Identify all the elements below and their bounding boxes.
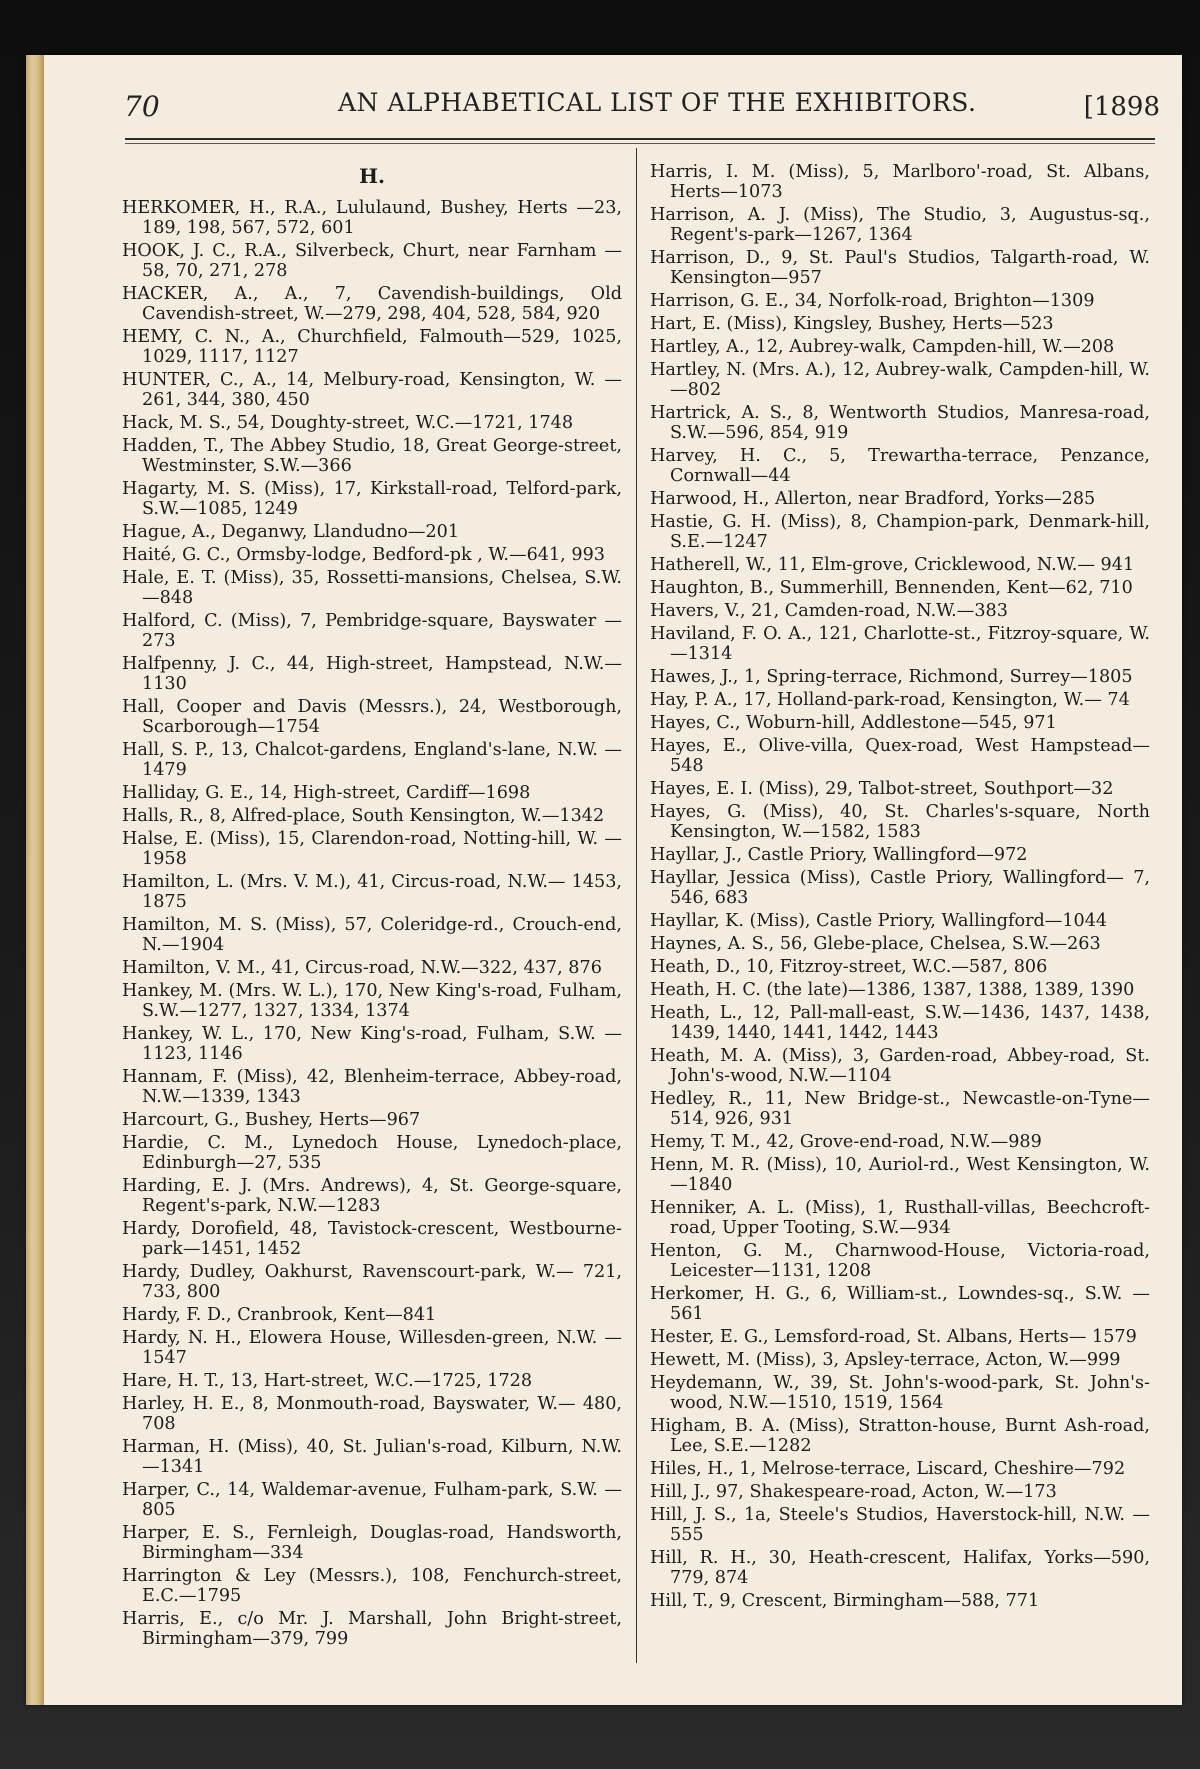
exhibitor-entry: Harley, H. E., 8, Monmouth-road, Bayswater, W.— 480, 708: [122, 1394, 622, 1434]
exhibitor-entry: Hayllar, K. (Miss), Castle Priory, Wallingford—1044: [650, 911, 1108, 931]
page-header: [120, 88, 1160, 128]
exhibitor-entry: Heydemann, W., 39, St. John's-wood-park, St. John's-wood, N.W.—1510, 1519, 1564: [650, 1373, 1150, 1413]
exhibitor-entry: Hedley, R., 11, New Bridge-st., Newcastle-on-Tyne— 514, 926, 931: [650, 1089, 1150, 1129]
page-edge: [26, 55, 44, 1705]
exhibitor-entry: Hayllar, Jessica (Miss), Castle Priory, Wallingford— 7, 546, 683: [650, 868, 1150, 908]
exhibitor-entry: Harding, E. J. (Mrs. Andrews), 4, St. George-square, Regent's-park, N.W.—1283: [122, 1176, 622, 1216]
exhibitor-entry: Harris, I. M. (Miss), 5, Marlboro'-road, St. Albans, Herts—1073: [650, 162, 1150, 202]
exhibitor-entry: Haughton, B., Summerhill, Bennenden, Kent—62, 710: [650, 578, 1133, 598]
exhibitor-entry: Harrison, A. J. (Miss), The Studio, 3, Augustus-sq., Regent's-park—1267, 1364: [650, 205, 1150, 245]
exhibitor-entry: Hare, H. T., 13, Hart-street, W.C.—1725, 1728: [122, 1371, 533, 1391]
exhibitor-entry: Haité, G. C., Ormsby-lodge, Bedford-pk , W.—641, 993: [122, 545, 605, 565]
exhibitor-entry: Harcourt, G., Bushey, Herts—967: [122, 1110, 421, 1130]
exhibitor-entry: Hall, S. P., 13, Chalcot-gardens, England's-lane, N.W. —1479: [122, 740, 622, 780]
left-column: [122, 162, 622, 1652]
exhibitor-entry: Hartley, N. (Mrs. A.), 12, Aubrey-walk, Campden-hill, W.—802: [650, 360, 1150, 400]
running-title: AN ALPHABETICAL LIST OF THE EXHIBITORS.: [338, 88, 977, 117]
exhibitor-entry: Halfpenny, J. C., 44, High-street, Hampstead, N.W.— 1130: [122, 654, 622, 694]
exhibitor-entry: Hayllar, J., Castle Priory, Wallingford—972: [650, 845, 1028, 865]
exhibitor-entry: Hardy, N. H., Elowera House, Willesden-green, N.W. —1547: [122, 1328, 622, 1368]
exhibitor-entry: Henn, M. R. (Miss), 10, Auriol-rd., West Kensington, W.—1840: [650, 1155, 1150, 1195]
exhibitor-entry: Harris, E., c/o Mr. J. Marshall, John Bright-street, Birmingham—379, 799: [122, 1609, 622, 1649]
exhibitor-entry: Hagarty, M. S. (Miss), 17, Kirkstall-road, Telford-park, S.W.—1085, 1249: [122, 479, 622, 519]
exhibitor-entry: Hardy, Dudley, Oakhurst, Ravenscourt-park, W.— 721, 733, 800: [122, 1262, 622, 1302]
exhibitor-entry: Hayes, G. (Miss), 40, St. Charles's-square, North Kensington, W.—1582, 1583: [650, 802, 1150, 842]
exhibitor-entry: Haynes, A. S., 56, Glebe-place, Chelsea, S.W.—263: [650, 934, 1101, 954]
exhibitor-entry: HACKER, A., A., 7, Cavendish-buildings, Old Cavendish-street, W.—279, 298, 404, 528, 584, 920: [122, 284, 622, 324]
exhibitor-entry: HUNTER, C., A., 14, Melbury-road, Kensington, W. —261, 344, 380, 450: [122, 370, 622, 410]
exhibitor-entry: Havers, V., 21, Camden-road, N.W.—383: [650, 601, 1008, 621]
exhibitor-entry: Hawes, J., 1, Spring-terrace, Richmond, Surrey—1805: [650, 667, 1133, 687]
exhibitor-entry: Halls, R., 8, Alfred-place, South Kensington, W.—1342: [122, 806, 605, 826]
exhibitor-entry: Hartrick, A. S., 8, Wentworth Studios, Manresa-road, S.W.—596, 854, 919: [650, 403, 1150, 443]
exhibitor-entry: Hannam, F. (Miss), 42, Blenheim-terrace, Abbey-road, N.W.—1339, 1343: [122, 1067, 622, 1107]
exhibitor-entry: Hill, J. S., 1a, Steele's Studios, Haverstock-hill, N.W. —555: [650, 1505, 1150, 1545]
exhibitor-entry: Hale, E. T. (Miss), 35, Rossetti-mansions, Chelsea, S.W.—848: [122, 568, 622, 608]
exhibitor-entry: Harwood, H., Allerton, near Bradford, Yorks—285: [650, 489, 1096, 509]
exhibitor-entry: Hankey, W. L., 170, New King's-road, Fulham, S.W. —1123, 1146: [122, 1024, 622, 1064]
exhibitor-entry: Harrison, G. E., 34, Norfolk-road, Brighton—1309: [650, 291, 1095, 311]
header-rule: [125, 138, 1155, 140]
exhibitor-entry: Hardie, C. M., Lynedoch House, Lynedoch-place, Edinburgh—27, 535: [122, 1133, 622, 1173]
exhibitor-entry: Hack, M. S., 54, Doughty-street, W.C.—1721, 1748: [122, 413, 574, 433]
exhibitor-entry: Hester, E. G., Lemsford-road, St. Albans, Herts— 1579: [650, 1327, 1137, 1347]
exhibitor-entry: Heath, L., 12, Pall-mall-east, S.W.—1436, 1437, 1438, 1439, 1440, 1441, 1442, 1443: [650, 1003, 1150, 1043]
exhibitor-entry: Harman, H. (Miss), 40, St. Julian's-road, Kilburn, N.W.—1341: [122, 1437, 622, 1477]
exhibitor-entry: Halliday, G. E., 14, High-street, Cardiff—1698: [122, 783, 531, 803]
exhibitor-entry: Heath, D., 10, Fitzroy-street, W.C.—587, 806: [650, 957, 1048, 977]
exhibitor-entry: Hall, Cooper and Davis (Messrs.), 24, Westborough, Scarborough—1754: [122, 697, 622, 737]
exhibitor-entry: Hayes, E., Olive-villa, Quex-road, West Hampstead— 548: [650, 736, 1150, 776]
exhibitor-entry: Hankey, M. (Mrs. W. L.), 170, New King's-road, Fulham, S.W.—1277, 1327, 1334, 1374: [122, 981, 622, 1021]
exhibitor-entry: Hamilton, L. (Mrs. V. M.), 41, Circus-road, N.W.— 1453, 1875: [122, 872, 622, 912]
exhibitor-entry: Halford, C. (Miss), 7, Pembridge-square, Bayswater —273: [122, 611, 622, 651]
exhibitor-entry: Herkomer, H. G., 6, William-st., Lowndes-sq., S.W. —561: [650, 1284, 1150, 1324]
exhibitor-entry: Harrington & Ley (Messrs.), 108, Fenchurch-street, E.C.—1795: [122, 1566, 622, 1606]
exhibitor-entry: Halse, E. (Miss), 15, Clarendon-road, Notting-hill, W. —1958: [122, 829, 622, 869]
column-divider: [636, 148, 637, 1663]
exhibitor-entry: Harper, C., 14, Waldemar-avenue, Fulham-park, S.W. —805: [122, 1480, 622, 1520]
exhibitor-entry: Hemy, T. M., 42, Grove-end-road, N.W.—989: [650, 1132, 1042, 1152]
exhibitor-entry: HEMY, C. N., A., Churchfield, Falmouth—529, 1025, 1029, 1117, 1127: [122, 327, 622, 367]
exhibitor-entry: Hastie, G. H. (Miss), 8, Champion-park, Denmark-hill, S.E.—1247: [650, 512, 1150, 552]
exhibitor-entry: Henniker, A. L. (Miss), 1, Rusthall-villas, Beechcroft-road, Upper Tooting, S.W.—934: [650, 1198, 1150, 1238]
exhibitor-entry: Higham, B. A. (Miss), Stratton-house, Burnt Ash-road, Lee, S.E.—1282: [650, 1416, 1150, 1456]
exhibitor-entry: Hague, A., Deganwy, Llandudno—201: [122, 522, 460, 542]
exhibitor-entry: Hayes, E. I. (Miss), 29, Talbot-street, Southport—32: [650, 779, 1114, 799]
year-label: [1898: [1083, 92, 1160, 122]
exhibitor-entry: Harvey, H. C., 5, Trewartha-terrace, Penzance, Cornwall—44: [650, 446, 1150, 486]
exhibitor-entry: Heath, M. A. (Miss), 3, Garden-road, Abbey-road, St. John's-wood, N.W.—1104: [650, 1046, 1150, 1086]
header-rule-thin: [125, 143, 1155, 144]
page-number: 70: [124, 90, 160, 123]
exhibitor-entry: Hewett, M. (Miss), 3, Apsley-terrace, Acton, W.—999: [650, 1350, 1121, 1370]
exhibitor-entry: Hardy, F. D., Cranbrook, Kent—841: [122, 1305, 437, 1325]
exhibitor-entry: Hadden, T., The Abbey Studio, 18, Great George-street, Westminster, S.W.—366: [122, 436, 622, 476]
exhibitor-entry: Hay, P. A., 17, Holland-park-road, Kensington, W.— 74: [650, 690, 1130, 710]
exhibitor-entry: Hatherell, W., 11, Elm-grove, Cricklewood, N.W.— 941: [650, 555, 1135, 575]
exhibitor-entry: Hill, J., 97, Shakespeare-road, Acton, W.—173: [650, 1482, 1057, 1502]
exhibitor-entry: HOOK, J. C., R.A., Silverbeck, Churt, near Farnham —58, 70, 271, 278: [122, 241, 622, 281]
exhibitor-entry: Hart, E. (Miss), Kingsley, Bushey, Herts—523: [650, 314, 1054, 334]
exhibitor-entry: Hartley, A., 12, Aubrey-walk, Campden-hill, W.—208: [650, 337, 1115, 357]
exhibitor-entry: Hamilton, M. S. (Miss), 57, Coleridge-rd., Crouch-end, N.—1904: [122, 915, 622, 955]
exhibitor-entry: Harrison, D., 9, St. Paul's Studios, Talgarth-road, W. Kensington—957: [650, 248, 1150, 288]
exhibitor-entry: Hardy, Dorofield, 48, Tavistock-crescent, Westbourne-park—1451, 1452: [122, 1219, 622, 1259]
exhibitor-entry: Hayes, C., Woburn-hill, Addlestone—545, 971: [650, 713, 1057, 733]
exhibitor-entry: Hiles, H., 1, Melrose-terrace, Liscard, Cheshire—792: [650, 1459, 1126, 1479]
right-column: [650, 162, 1150, 1614]
exhibitor-entry: Heath, H. C. (the late)—1386, 1387, 1388, 1389, 1390: [650, 980, 1135, 1000]
section-letter: H.: [359, 164, 385, 188]
exhibitor-entry: Hill, R. H., 30, Heath-crescent, Halifax, Yorks—590, 779, 874: [650, 1548, 1150, 1588]
exhibitor-entry: Harper, E. S., Fernleigh, Douglas-road, Handsworth, Birmingham—334: [122, 1523, 622, 1563]
exhibitor-entry: Hill, T., 9, Crescent, Birmingham—588, 771: [650, 1591, 1040, 1611]
exhibitor-entry: Hamilton, V. M., 41, Circus-road, N.W.—322, 437, 876: [122, 958, 602, 978]
exhibitor-entry: Haviland, F. O. A., 121, Charlotte-st., Fitzroy-square, W.—1314: [650, 624, 1150, 664]
exhibitor-entry: HERKOMER, H., R.A., Lululaund, Bushey, Herts —23, 189, 198, 567, 572, 601: [122, 198, 622, 238]
exhibitor-entry: Henton, G. M., Charnwood-House, Victoria-road, Leicester—1131, 1208: [650, 1241, 1150, 1281]
